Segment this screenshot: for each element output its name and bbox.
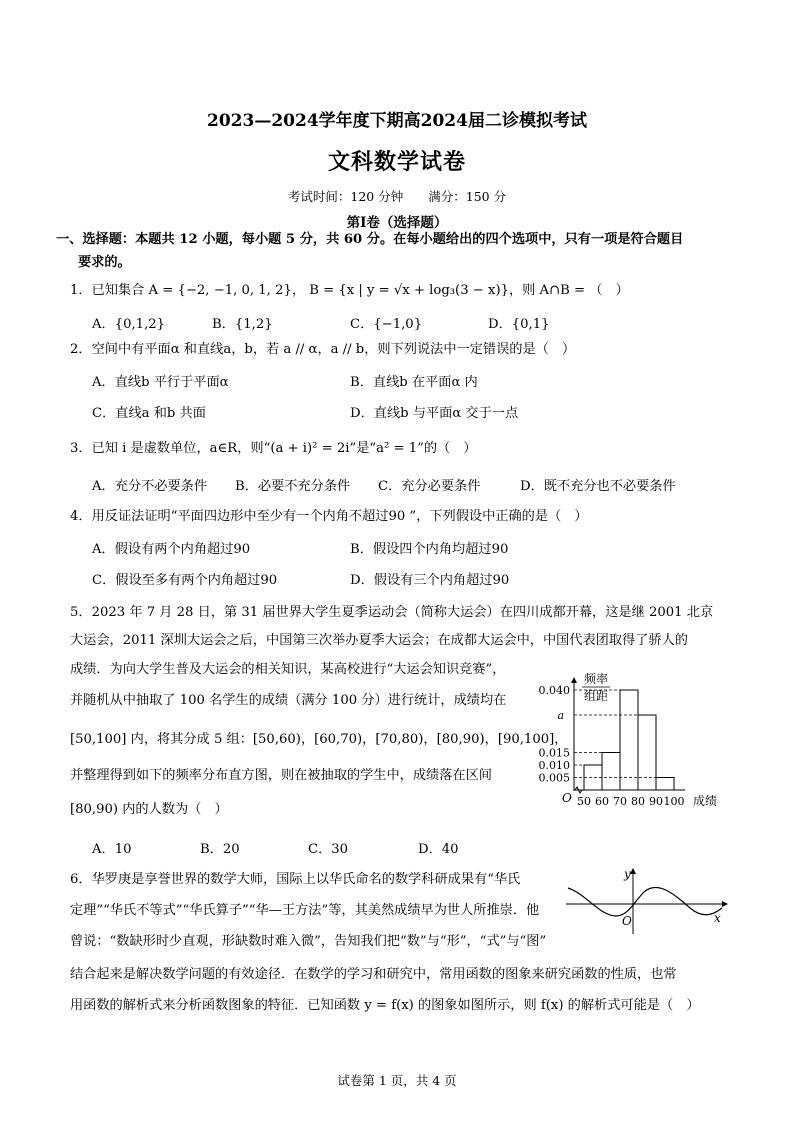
hist-x-label: 100 [663, 795, 685, 808]
function-graph [562, 864, 732, 940]
hist-y-label: 0.005 [538, 771, 570, 785]
frequency-histogram [530, 665, 730, 825]
q6-line3: 曾说：“数缺形时少直观，形缺数时难入微”，告知我们把“数”与“形”，“式”与“图” [70, 934, 547, 949]
volume-heading: 第Ⅰ卷（选择题） [346, 215, 448, 231]
hist-origin: O [562, 791, 572, 805]
graph-x-label: x [714, 911, 721, 925]
q6-line4: 结合起来是解决数学问题的有效途径．在数学的学习和研究中，常用函数的图象来研究函数的性质，也常 [70, 967, 677, 982]
hist-bar [620, 690, 638, 790]
q5-line1: 5．2023 年 7 月 28 日，第 31 届世界大学生夏季运动会（简称大运会）在四川成都开幕，这是继 2001 北京 [70, 605, 714, 620]
q3-option-d: D．既不充分也不必要条件 [520, 479, 676, 494]
q5-line3: 成绩．为向大学生普及大运会的相关知识，某高校进行“大运会知识竞赛”， [70, 662, 506, 677]
q3-option-a: A．充分不必要条件 [92, 479, 208, 494]
graph-y-label: y [624, 867, 631, 881]
q2-option-c: C．直线a 和b 共面 [92, 406, 206, 421]
hist-x-label: 70 [613, 795, 627, 808]
q5-line6: 并整理得到如下的频率分布直方图，则在被抽取的学生中，成绩落在区间 [70, 768, 492, 783]
q5-option-c: C．30 [308, 842, 349, 857]
exam-meta: 考试时间：120 分钟 满分：150 分 [287, 189, 507, 204]
q4-option-b: B．假设四个内角均超过90 [350, 542, 509, 557]
q1-option-b: B．{1,2} [212, 317, 273, 332]
q5-option-d: D．40 [418, 842, 459, 857]
hist-y-title-bottom: 组距 [583, 689, 609, 703]
q2-option-a: A．直线b 平行于平面α [92, 375, 229, 390]
graph-x-arrow [722, 901, 728, 907]
q4-stem: 4．用反证法证明“平面四边形中至少有一个内角不超过90 ”，下列假设中正确的是（ ） [70, 509, 588, 524]
q1-option-d: D．{0,1} [488, 317, 550, 332]
q2-option-b: B．直线b 在平面α 内 [350, 375, 478, 390]
q5-option-b: B．20 [200, 842, 240, 857]
hist-x-label: 90 [649, 795, 663, 808]
q2-stem: 2．空间中有平面α 和直线a，b，若 a // α，a // b，则下列说法中一定错误的是（ ） [70, 342, 576, 357]
q1-stem: 1．已知集合 A = {−2, −1, 0, 1, 2}， B = {x | y = √x + log₃(3 − x)}，则 A∩B = （ ） [70, 283, 629, 298]
graph-y-arrow [630, 868, 636, 874]
hist-x-label: 60 [595, 795, 609, 808]
section-heading-line1: 一、选择题：本题共 12 小题，每小题 5 分，共 60 分。在每小题给出的四个选项中，只有一项是符合题目 [56, 232, 684, 247]
q4-option-a: A．假设有两个内角超过90 [92, 542, 251, 557]
q5-line5: [50,100] 内，将其分成 5 组：[50,60)，[60,70)，[70,80)，[80,90)，[90,100]， [70, 732, 568, 747]
section-heading-line2: 要求的。 [78, 255, 131, 270]
graph-origin: O [622, 914, 632, 928]
q5-option-a: A．10 [92, 842, 132, 857]
q1-option-a: A．{0,1,2} [92, 317, 166, 332]
hist-y-label: 0.015 [538, 746, 570, 760]
hist-bar [656, 778, 674, 791]
hist-y-arrow [571, 677, 577, 683]
q3-stem: 3．已知 i 是虚数单位，a∈R，则“(a + i)² = 2i”是“a² = 1”的（ ） [70, 441, 477, 456]
q6-line1: 6．华罗庚是享誉世界的数学大师，国际上以华氏命名的数学科研成果有“华氏 [70, 872, 521, 887]
hist-y-label: 0.040 [538, 684, 570, 697]
page-footer: 试卷第 1 页，共 4 页 [337, 1073, 457, 1088]
q1-option-c: C．{−1,0} [350, 317, 423, 332]
q6-line5: 用函数的解析式来分析函数图象的特征．已知函数 y = f(x) 的图象如图所示，则 f(x) 的解析式可能是（ ） [70, 998, 700, 1013]
q3-option-c: C．充分必要条件 [378, 479, 481, 494]
hist-bar [602, 753, 620, 791]
q5-line2: 大运会，2011 深圳大运会之后，中国第三次举办夏季大运会；在成都大运会中，中国代表团取得了骄人的 [70, 633, 688, 648]
exam-title: 2023—2024学年度下期高2024届二诊模拟考试 [207, 111, 587, 131]
q2-option-d: D．直线b 与平面α 交于一点 [350, 406, 519, 421]
hist-y-label: a [557, 709, 564, 722]
q4-option-c: C．假设至多有两个内角超过90 [92, 573, 278, 588]
hist-x-title: 成绩 [693, 794, 718, 808]
hist-y-label: 0.010 [538, 759, 570, 772]
graph-curve [568, 887, 722, 916]
hist-x-label: 80 [631, 795, 645, 808]
hist-y-title-top: 频率 [583, 672, 609, 686]
exam-subtitle: 文科数学试卷 [327, 149, 466, 175]
q4-option-d: D．假设有三个内角超过90 [350, 573, 510, 588]
hist-bar [638, 715, 656, 790]
hist-x-label: 50 [577, 795, 591, 808]
q3-option-b: B．必要不充分条件 [235, 479, 351, 494]
q5-line7: [80,90) 内的人数为（ ） [70, 802, 228, 817]
q6-line2: 定理”“华氏不等式”“华氏算子”“华—王方法”等，其美然成绩早为世人所推崇．他 [70, 903, 540, 918]
q5-line4: 并随机从中抽取了 100 名学生的成绩（满分 100 分）进行统计，成绩均在 [70, 693, 507, 708]
